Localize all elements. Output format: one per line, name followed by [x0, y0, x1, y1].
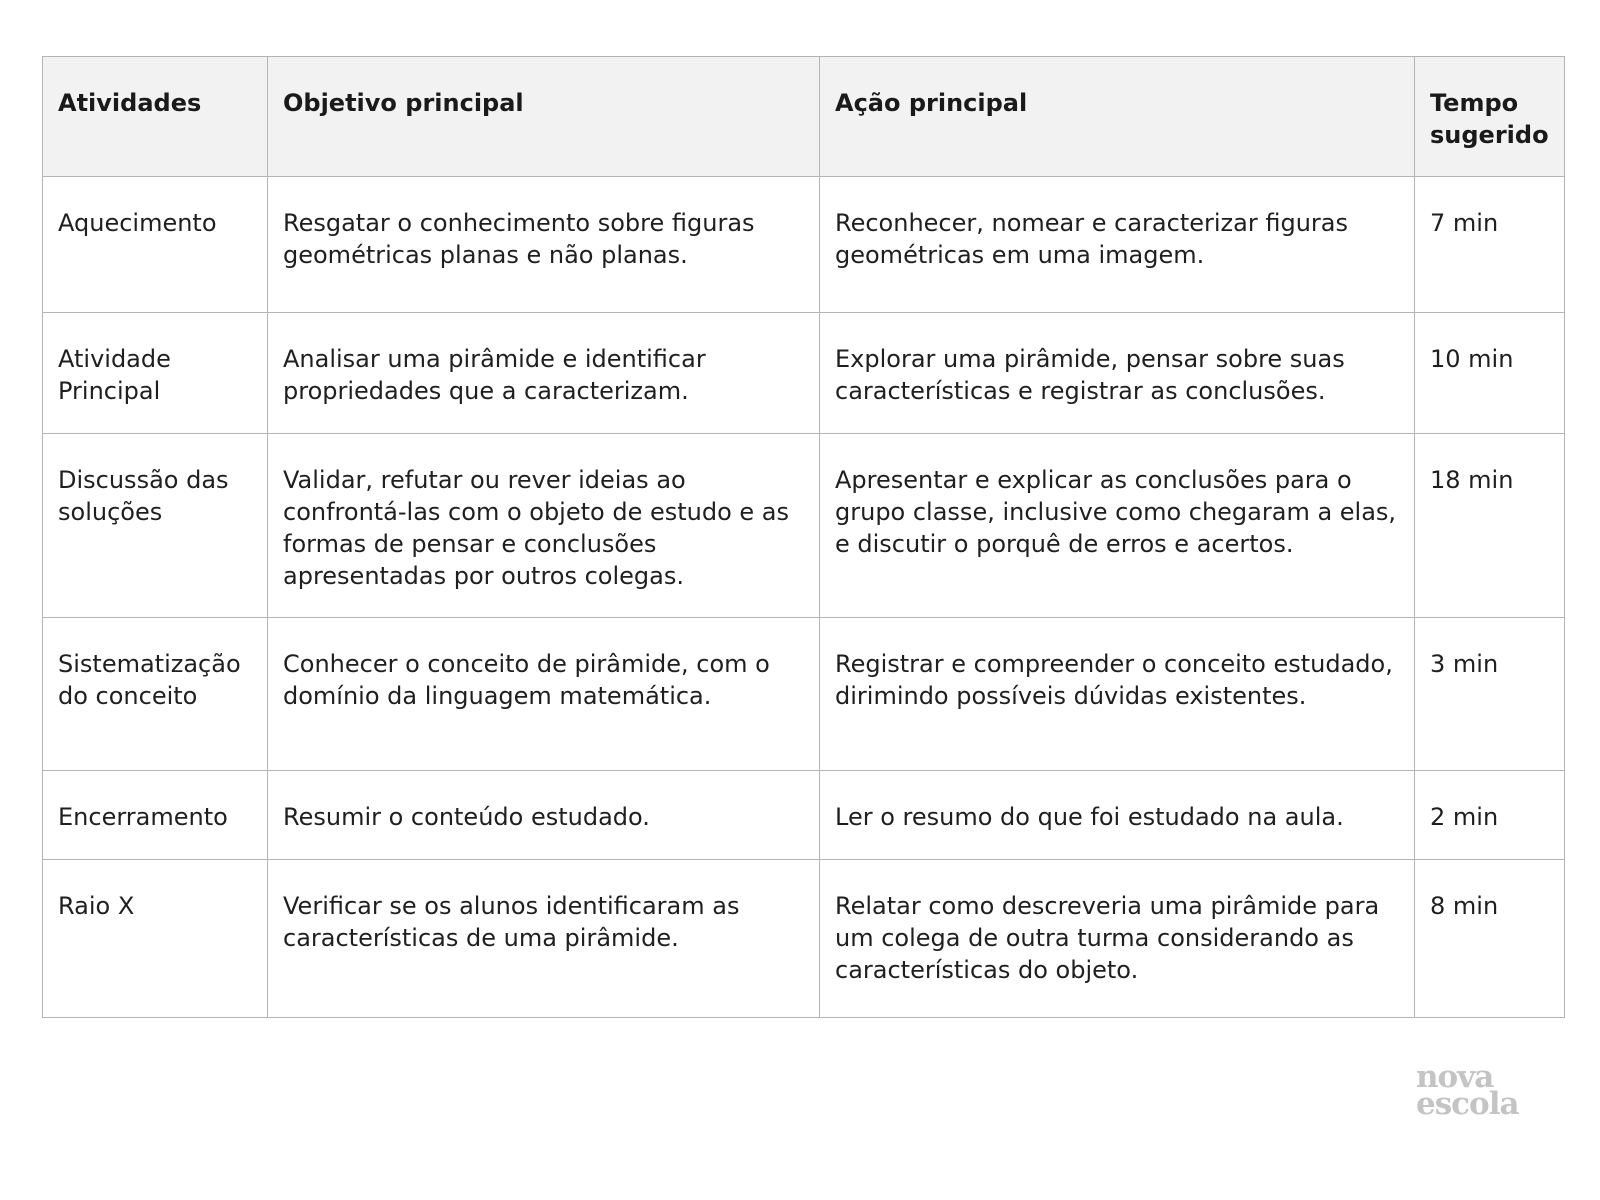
cell-tempo: 7 min [1415, 177, 1565, 313]
table-row [43, 618, 1565, 771]
cell-tempo: 8 min [1415, 860, 1565, 1018]
lesson-plan-table [42, 56, 1565, 1018]
cell-acao: Apresentar e explicar as conclusões para o grupo classe, inclusive como chegaram a elas, e discutir o porquê de erros e acertos. [820, 434, 1415, 618]
cell-objetivo: Analisar uma pirâmide e identificar propriedades que a caracterizam. [268, 313, 820, 434]
table-row [43, 434, 1565, 618]
header-tempo: Tempo sugerido [1415, 57, 1565, 177]
cell-objetivo: Conhecer o conceito de pirâmide, com o domínio da linguagem matemática. [268, 618, 820, 771]
cell-acao: Registrar e compreender o conceito estudado, dirimindo possíveis dúvidas existentes. [820, 618, 1415, 771]
cell-atividade: Raio X [43, 860, 268, 1018]
cell-atividade: Atividade Principal [43, 313, 268, 434]
header-objetivo: Objetivo principal [268, 57, 820, 177]
cell-atividade: Discussão das soluções [43, 434, 268, 618]
cell-tempo: 3 min [1415, 618, 1565, 771]
table-header-row [43, 57, 1565, 177]
table-row [43, 313, 1565, 434]
cell-atividade: Encerramento [43, 771, 268, 860]
nova-escola-logo [1416, 1059, 1536, 1122]
table-row [43, 771, 1565, 860]
cell-tempo: 2 min [1415, 771, 1565, 860]
logo-line-1: nova [1416, 1059, 1494, 1095]
cell-acao: Reconhecer, nomear e caracterizar figuras geométricas em uma imagem. [820, 177, 1415, 313]
cell-tempo: 18 min [1415, 434, 1565, 618]
cell-atividade: Aquecimento [43, 177, 268, 313]
table-row [43, 860, 1565, 1018]
cell-acao: Relatar como descreveria uma pirâmide para um colega de outra turma considerando as características do objeto. [820, 860, 1415, 1018]
cell-objetivo: Resumir o conteúdo estudado. [268, 771, 820, 860]
table-row [43, 177, 1565, 313]
cell-tempo: 10 min [1415, 313, 1565, 434]
header-acao: Ação principal [820, 57, 1415, 177]
header-atividades: Atividades [43, 57, 268, 177]
cell-acao: Ler o resumo do que foi estudado na aula. [820, 771, 1415, 860]
cell-objetivo: Verificar se os alunos identificaram as características de uma pirâmide. [268, 860, 820, 1018]
cell-atividade: Sistematização do conceito [43, 618, 268, 771]
logo-line-2: escola [1416, 1086, 1519, 1122]
cell-objetivo: Resgatar o conhecimento sobre figuras geométricas planas e não planas. [268, 177, 820, 313]
cell-objetivo: Validar, refutar ou rever ideias ao confrontá-las com o objeto de estudo e as formas de pensar e conclusões apresentadas por outros colegas. [268, 434, 820, 618]
cell-acao: Explorar uma pirâmide, pensar sobre suas características e registrar as conclusões. [820, 313, 1415, 434]
